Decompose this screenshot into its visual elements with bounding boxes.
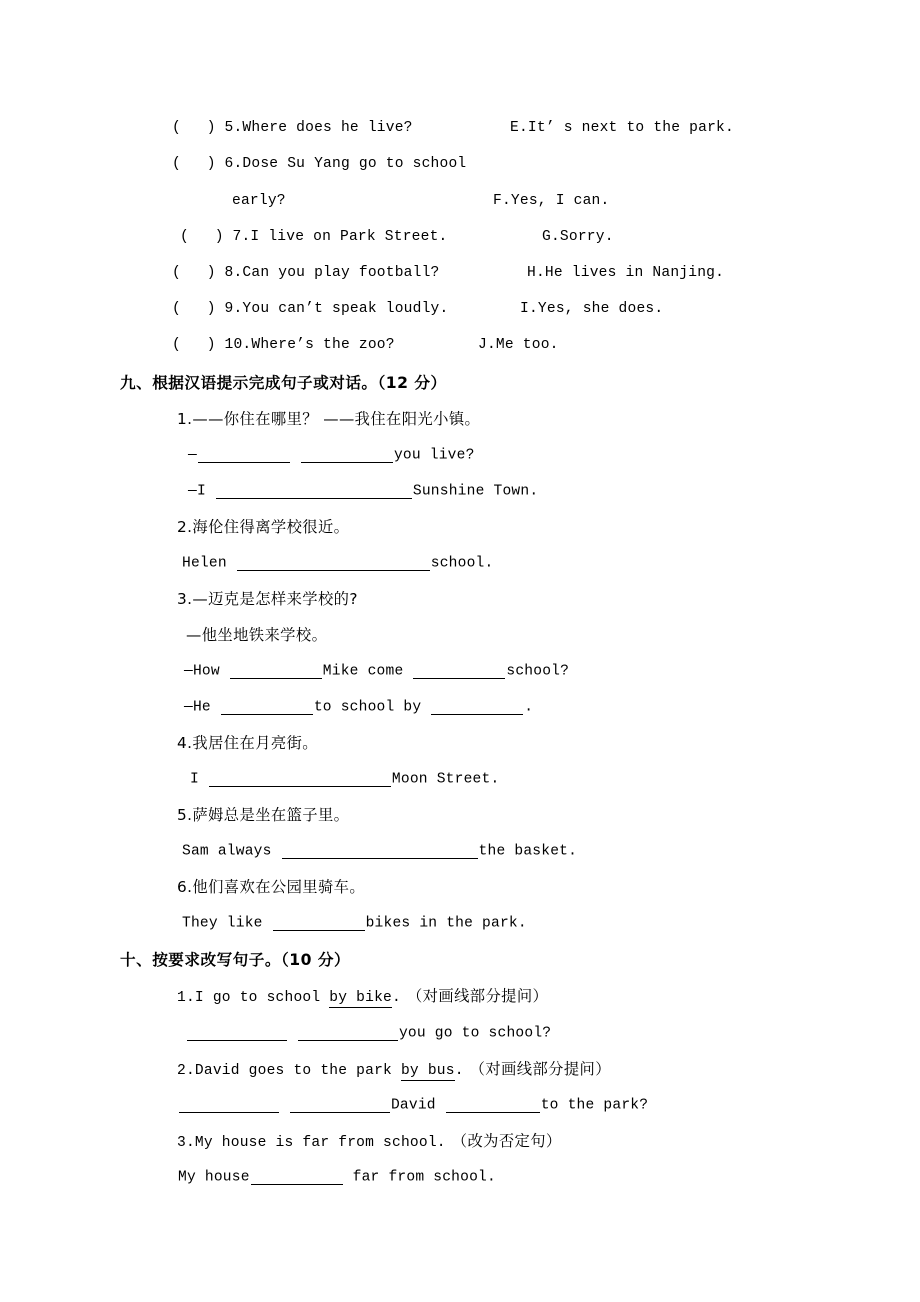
matching-item: [172, 266, 440, 281]
item-text: Dose Su Yang go to school: [242, 156, 467, 172]
prompt-text: 萨姆总是坐在篮子里。: [192, 806, 350, 824]
underlined-phrase: by bike: [329, 990, 393, 1006]
line-mid: Mike come: [322, 663, 413, 680]
matching-item: [172, 338, 395, 353]
instruction-text: （对画线部分提问）: [469, 1060, 611, 1078]
answer-line: [182, 556, 493, 571]
answer-line: [178, 1170, 496, 1185]
line-lead: Sam always: [182, 843, 281, 860]
line-tail: the basket.: [478, 843, 578, 860]
line-lead: Helen: [182, 555, 236, 572]
prompt-text: 我居住在月亮街。: [192, 734, 318, 752]
question-prompt: [177, 1062, 611, 1079]
fill-blank[interactable]: [413, 664, 505, 679]
question-prompt: [177, 412, 480, 427]
fill-blank[interactable]: [187, 1026, 287, 1041]
item-text: I live on Park Street.: [250, 229, 448, 245]
prompt-text: —迈克是怎样来学校的?: [192, 590, 358, 608]
line-tail: you live?: [393, 447, 475, 464]
fill-blank[interactable]: [282, 844, 478, 859]
question-prompt: [177, 592, 358, 607]
fill-blank[interactable]: [209, 772, 391, 787]
item-number: 2.: [177, 518, 193, 536]
prompt-text: ——你住在哪里？ ——我住在阳光小镇。: [192, 410, 481, 428]
item-number: 3.: [177, 1135, 195, 1151]
line-lead: —He: [184, 699, 220, 716]
line-lead: —: [188, 447, 197, 464]
item-number: 2.: [177, 1063, 195, 1079]
option-text: Yes, I can.: [510, 193, 610, 209]
item-text: Where does he live?: [242, 120, 413, 136]
fill-blank[interactable]: [290, 1098, 390, 1113]
question-prompt: [177, 880, 365, 895]
question-prompt: [177, 520, 349, 535]
question-prompt: [177, 736, 318, 751]
fill-blank[interactable]: [446, 1098, 540, 1113]
matching-item: [172, 121, 413, 136]
item-number: 5.: [177, 806, 193, 824]
line-lead: I: [190, 771, 208, 788]
fill-blank[interactable]: [301, 448, 393, 463]
instruction-text: （改为否定句）: [451, 1132, 562, 1150]
item-number: 4.: [177, 734, 193, 752]
fill-blank[interactable]: [216, 484, 412, 499]
item-text: You can’t speak loudly.: [242, 301, 449, 317]
matching-item: [172, 302, 448, 317]
line-tail: to the park?: [540, 1097, 649, 1114]
answer-bracket[interactable]: ( ): [172, 265, 216, 281]
section-nine-heading: 九、根据汉语提示完成句子或对话。（12 分）: [120, 374, 447, 392]
sentence-after: .: [454, 1063, 464, 1079]
option-letter: H.: [527, 265, 545, 281]
answer-line: [188, 448, 475, 463]
matching-item: [172, 157, 466, 172]
answer-bracket[interactable]: ( ): [172, 156, 216, 172]
item-text: Can you play football?: [242, 265, 440, 281]
item-number: 1.: [177, 990, 195, 1006]
option-text: He lives in Nanjing.: [544, 265, 725, 281]
line-tail: Moon Street.: [391, 771, 500, 788]
matching-item: [180, 230, 448, 245]
item-text: Where’s the zoo?: [251, 337, 395, 353]
answer-line: [184, 700, 533, 715]
fill-blank[interactable]: [237, 556, 430, 571]
fill-blank[interactable]: [273, 916, 365, 931]
line-lead: —I: [188, 483, 215, 500]
item-number: 6.: [224, 156, 243, 172]
question-prompt: [177, 1134, 562, 1151]
question-prompt: [177, 989, 548, 1006]
question-prompt-second: —他坐地铁来学校。: [186, 626, 328, 644]
line-lead: My house: [178, 1169, 250, 1186]
matching-option: [542, 230, 614, 245]
answer-line: [190, 772, 499, 787]
option-letter: G.: [542, 229, 560, 245]
sentence-after: .: [392, 990, 401, 1006]
instruction-text: （对画线部分提问）: [406, 987, 549, 1005]
answer-bracket[interactable]: ( ): [172, 337, 216, 353]
fill-blank[interactable]: [431, 700, 523, 715]
line-tail: you go to school?: [398, 1025, 552, 1042]
item-number: 3.: [177, 590, 193, 608]
matching-option: [493, 194, 609, 209]
line-tail: school?: [506, 663, 570, 680]
section-ten-heading: 十、按要求改写句子。（10 分）: [120, 951, 351, 969]
fill-blank[interactable]: [221, 700, 313, 715]
line-tail: .: [524, 699, 534, 716]
item-number: 5.: [224, 120, 243, 136]
answer-bracket[interactable]: ( ): [180, 229, 224, 245]
matching-item-continuation: [232, 194, 286, 209]
answer-line: [186, 1026, 551, 1041]
sentence-before: My house is far from school.: [194, 1135, 446, 1151]
fill-blank[interactable]: [298, 1026, 398, 1041]
option-text: Yes, she does.: [537, 301, 664, 317]
answer-line: [178, 1098, 648, 1113]
line-lead: —How: [184, 663, 229, 680]
line-lead: They like: [182, 915, 272, 932]
prompt-text: 他们喜欢在公园里骑车。: [192, 878, 366, 896]
option-letter: E.: [510, 120, 528, 136]
item-number: 7.: [232, 229, 251, 245]
matching-option: [520, 302, 663, 317]
item-number: 10.: [224, 337, 252, 353]
option-letter: I.: [520, 301, 538, 317]
item-number: 9.: [224, 301, 243, 317]
line-tail: far from school.: [343, 1169, 496, 1186]
answer-line: [182, 844, 577, 859]
answer-bracket[interactable]: ( ): [172, 301, 216, 317]
item-text: early?: [232, 193, 286, 209]
line-tail: bikes in the park.: [365, 915, 527, 932]
option-text: It’ s next to the park.: [527, 120, 734, 136]
sentence-before: David goes to the park: [194, 1063, 401, 1079]
answer-bracket[interactable]: ( ): [172, 120, 216, 136]
fill-blank[interactable]: [251, 1170, 343, 1185]
item-number: 6.: [177, 878, 193, 896]
line-tail: school.: [430, 555, 494, 572]
answer-line: [188, 484, 538, 499]
option-text: Sorry.: [559, 229, 614, 245]
line-tail: Sunshine Town.: [412, 483, 539, 500]
item-number: 1.: [177, 410, 193, 428]
fill-blank[interactable]: [230, 664, 322, 679]
fill-blank[interactable]: [198, 448, 290, 463]
line-mid: David: [390, 1097, 445, 1114]
option-letter: J.: [478, 337, 496, 353]
underlined-phrase: by bus: [400, 1063, 455, 1079]
prompt-text: 海伦住得离学校很近。: [192, 518, 350, 536]
matching-option: [478, 338, 559, 353]
matching-option: [510, 121, 734, 136]
line-mid: to school by: [313, 699, 431, 716]
option-text: Me too.: [495, 337, 559, 353]
matching-option: [527, 266, 724, 281]
sentence-before: I go to school: [194, 990, 330, 1006]
item-number: 8.: [224, 265, 243, 281]
fill-blank[interactable]: [179, 1098, 279, 1113]
answer-line: [184, 664, 569, 679]
option-letter: F.: [493, 193, 511, 209]
question-prompt: [177, 808, 349, 823]
answer-line: [182, 916, 527, 931]
